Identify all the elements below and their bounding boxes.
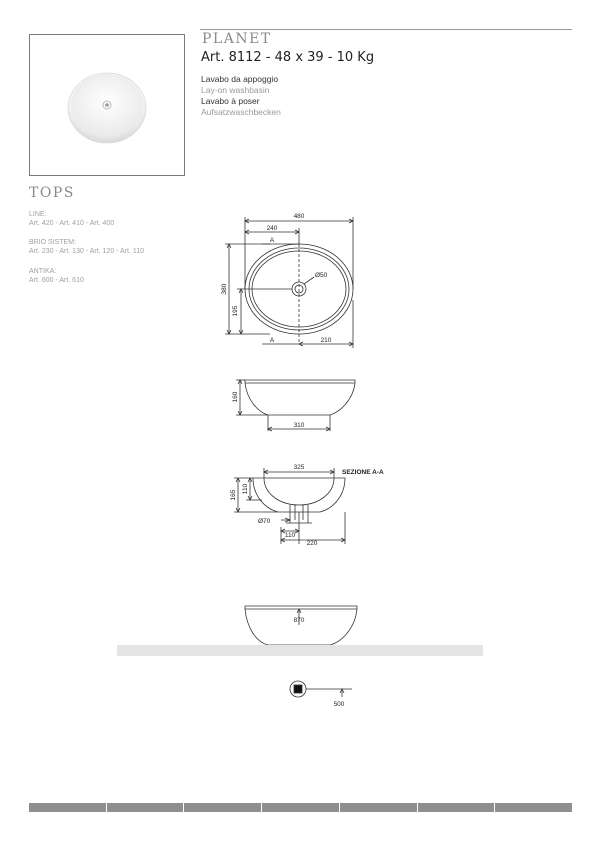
dim-top-width: 480 xyxy=(293,213,305,220)
counter-slab xyxy=(117,645,483,656)
footer-segment xyxy=(418,803,496,812)
top-view-drawing xyxy=(225,217,353,348)
dim-section-drain-width: 110 xyxy=(284,532,296,539)
dim-top-depth: 380 xyxy=(221,283,228,295)
tops-group-items: Art. 230 - Art. 130 - Art. 120 - Art. 110 xyxy=(29,248,145,255)
installed-view-drawing xyxy=(245,606,357,645)
footer-segment xyxy=(262,803,340,812)
dim-side-base: 310 xyxy=(293,422,305,429)
footer-segment xyxy=(107,803,185,812)
dim-symbol-value: 500 xyxy=(333,701,345,708)
tops-group-label: LINE: xyxy=(29,211,47,218)
dim-drain-offset: 210 xyxy=(320,337,332,344)
description-fr: Lavabo à poser xyxy=(201,96,260,106)
footer-segment xyxy=(495,803,572,812)
symbol-detail-drawing xyxy=(290,681,352,697)
dim-drain-diameter: Ø50 xyxy=(315,272,328,279)
dim-section-bowl-depth: 110 xyxy=(242,483,249,495)
description-de: Aufsatzwaschbecken xyxy=(201,107,281,117)
footer-segment xyxy=(29,803,107,812)
article-line: Art. 8112 - 48 x 39 - 10 Kg xyxy=(201,50,375,65)
dim-installed-height: 870 xyxy=(293,617,305,624)
tops-group-items: Art. 420 - Art. 410 - Art. 400 xyxy=(29,220,115,227)
footer-segment xyxy=(184,803,262,812)
product-name: PLANET xyxy=(202,31,272,47)
footer-segment xyxy=(340,803,418,812)
dim-section-height: 165 xyxy=(230,489,237,501)
dim-top-half-depth: 195 xyxy=(232,305,239,317)
dim-side-height: 160 xyxy=(232,391,239,403)
dim-section-drain-offset: 220 xyxy=(306,540,318,547)
tops-group-label: ANTIKA: xyxy=(29,268,57,275)
description-it: Lavabo da appoggio xyxy=(201,74,279,84)
section-mark-bottom: A xyxy=(269,337,275,344)
dim-top-half-width: 240 xyxy=(266,225,278,232)
description-en: Lay-on washbasin xyxy=(201,85,270,95)
section-mark-top: A xyxy=(269,237,275,244)
dim-section-width: 325 xyxy=(293,464,305,471)
section-title: SEZIONE A-A xyxy=(342,469,384,476)
tops-group-items: Art. 600 - Art. 610 xyxy=(29,277,84,284)
dim-section-drain-diameter: Ø70 xyxy=(258,518,271,525)
tops-group-label: BRIO SISTEM: xyxy=(29,239,77,246)
tops-title: TOPS xyxy=(29,185,75,201)
footer-bar xyxy=(29,803,572,812)
